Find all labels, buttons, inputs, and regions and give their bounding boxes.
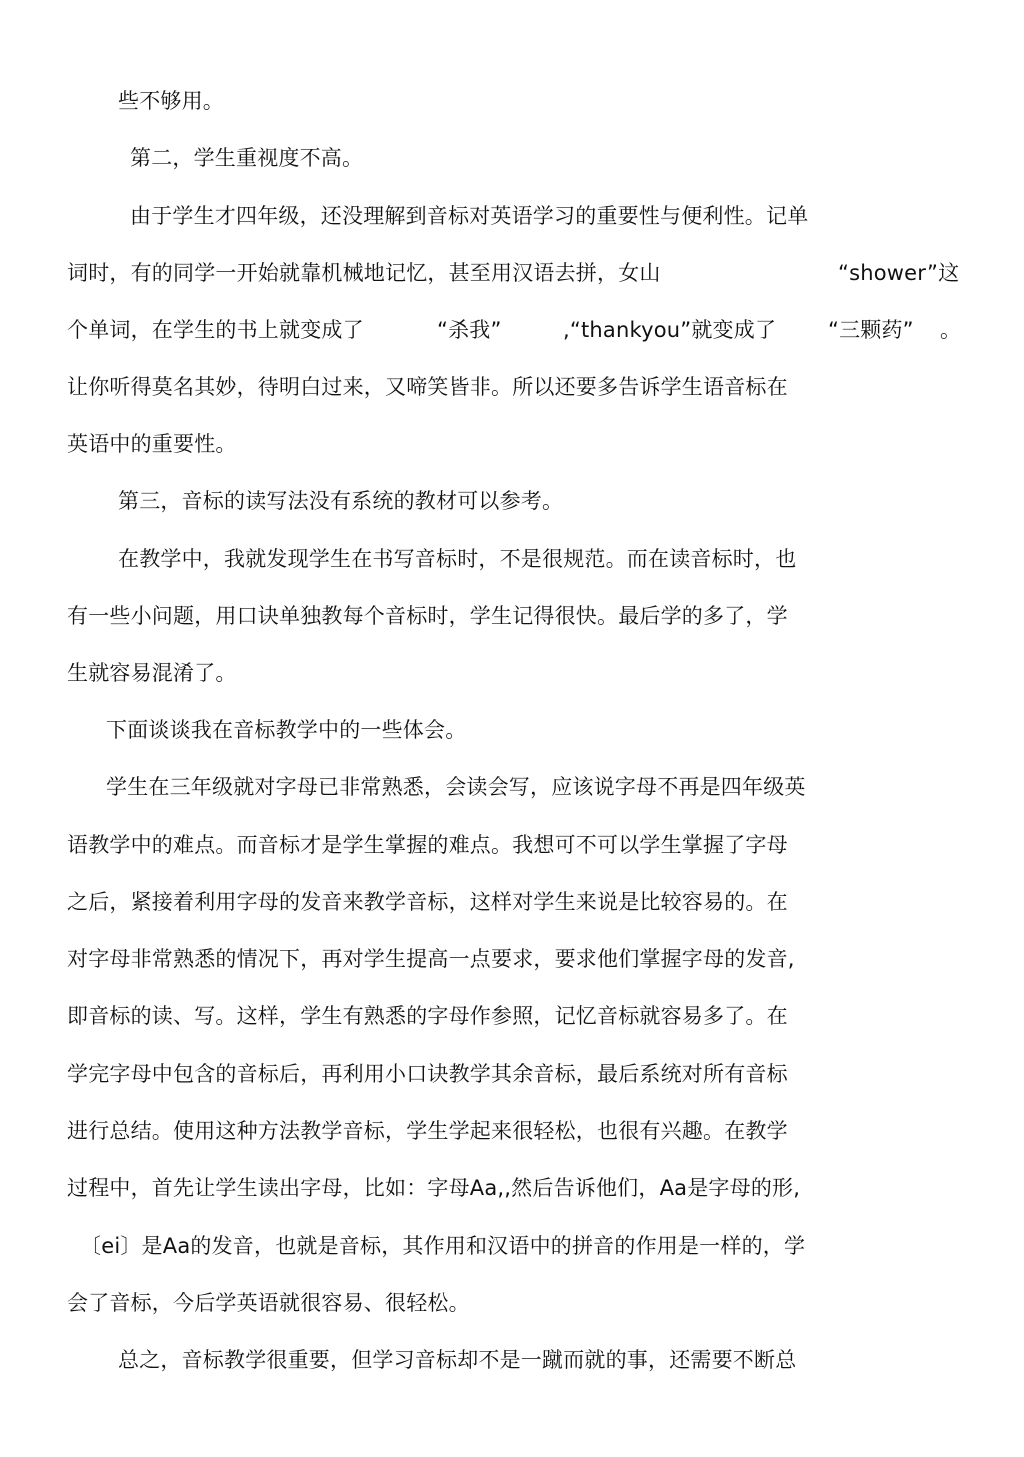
text-fragment: 。	[940, 318, 962, 342]
text-line: 下面谈谈我在音标教学中的一些体会。	[106, 718, 467, 742]
text-line: 过程中，首先让学生读出字母，比如：字母Aa,,然后告诉他们，Aa是字母的形,	[67, 1176, 801, 1200]
text-line: 语教学中的难点。而音标才是学生掌握的难点。我想可不可以学生掌握了字母	[67, 833, 788, 857]
text-line: 学完字母中包含的音标后，再利用小口诀教学其余音标，最后系统对所有音标	[67, 1062, 788, 1086]
section-heading: 第二，学生重视度不高。	[130, 146, 364, 170]
text-line: 让你听得莫名其妙，待明白过来，又啼笑皆非。所以还要多告诉学生语音标在	[67, 375, 788, 399]
text-line: 词时，有的同学一开始就靠机械地记忆，甚至用汉语去拼，女山	[67, 261, 661, 285]
text-line: 会了音标，今后学英语就很容易、很轻松。	[67, 1291, 470, 1315]
text-line: 在教学中，我就发现学生在书写音标时，不是很规范。而在读音标时，也	[118, 547, 797, 571]
text-line: 学生在三年级就对字母已非常熟悉，会读会写，应该说字母不再是四年级英	[106, 775, 806, 799]
text-fragment: “shower”这	[838, 261, 960, 285]
text-line: 些不够用。	[118, 89, 224, 113]
text-line: 由于学生才四年级，还没理解到音标对英语学习的重要性与便利性。记单	[130, 204, 809, 228]
section-heading: 第三，音标的读写法没有系统的教材可以参考。	[118, 489, 564, 513]
text-fragment: “三颗药”	[828, 318, 914, 342]
text-line: 生就容易混淆了。	[67, 661, 237, 685]
text-fragment: ,“thankyou”就变成了	[563, 318, 777, 342]
text-line: 进行总结。使用这种方法教学音标，学生学起来很轻松，也很有兴趣。在教学	[67, 1119, 788, 1143]
text-line: 个单词，在学生的书上就变成了	[67, 318, 364, 342]
text-line: 总之，音标教学很重要，但学习音标却不是一蹴而就的事，还需要不断总	[118, 1348, 797, 1372]
text-fragment: “杀我”	[437, 318, 502, 342]
text-line: 英语中的重要性。	[67, 432, 237, 456]
text-line: 对字母非常熟悉的情况下，再对学生提高一点要求，要求他们掌握字母的发音,	[67, 947, 795, 971]
text-line: 即音标的读、写。这样，学生有熟悉的字母作参照，记忆音标就容易多了。在	[67, 1004, 788, 1028]
text-line: 〔ei〕是Aa的发音，也就是音标，其作用和汉语中的拼音的作用是一样的，学	[80, 1234, 806, 1258]
text-line: 之后，紧接着利用字母的发音来教学音标，这样对学生来说是比较容易的。在	[67, 890, 788, 914]
text-line: 有一些小问题，用口诀单独教每个音标时，学生记得很快。最后学的多了，学	[67, 604, 788, 628]
